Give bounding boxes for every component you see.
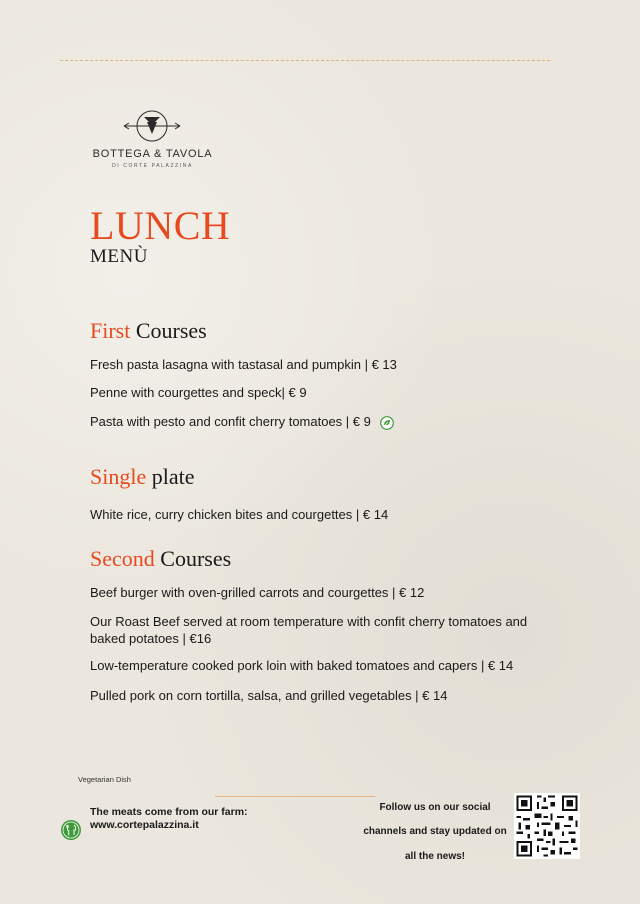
section-title-first-courses bbox=[90, 318, 207, 344]
farm-website[interactable]: www.cortepalazzina.it bbox=[90, 819, 199, 831]
farm-line: The meats come from our farm: bbox=[90, 806, 248, 818]
menu-subtitle: MENÙ bbox=[90, 246, 148, 267]
brand-name: BOTTEGA & TAVOLA bbox=[92, 148, 213, 160]
section-title-second-courses bbox=[90, 546, 231, 572]
menu-item: Low-temperature cooked pork loin with baked tomatoes and capers | € 14 bbox=[90, 658, 514, 673]
section-title-single-plate bbox=[90, 464, 195, 490]
section-title-rest: plate bbox=[146, 464, 195, 489]
menu-item-text: Pasta with pesto and confit cherry tomatoes | € 9 bbox=[90, 414, 371, 429]
menu-item: White rice, curry chicken bites and courgettes | € 14 bbox=[90, 507, 389, 522]
leaf-icon bbox=[380, 416, 394, 430]
top-divider bbox=[60, 60, 550, 61]
section-title-accent: First bbox=[90, 318, 131, 343]
farm-info bbox=[90, 806, 248, 832]
section-title-accent: Second bbox=[90, 546, 155, 571]
section-title-accent: Single bbox=[90, 464, 147, 489]
menu-item: Fresh pasta lasagna with tastasal and pumpkin | € 13 bbox=[90, 357, 397, 372]
menu-item-vegetarian bbox=[90, 413, 540, 430]
menu-title: LUNCH bbox=[90, 203, 231, 248]
bull-head-logo-icon bbox=[122, 108, 182, 144]
section-title-rest: Courses bbox=[130, 318, 207, 343]
menu-item: Beef burger with oven-grilled carrots and courgettes | € 12 bbox=[90, 585, 425, 600]
brand-logo bbox=[90, 108, 220, 172]
qr-code-icon[interactable] bbox=[514, 793, 580, 859]
section-title-rest: Courses bbox=[154, 546, 232, 571]
vegetarian-note: Vegetarian Dish bbox=[78, 775, 131, 784]
brand-subtitle: DI CORTE PALAZZINA bbox=[112, 163, 193, 169]
social-line: all the news! bbox=[404, 851, 465, 862]
social-line: Follow us on our social bbox=[379, 802, 491, 813]
menu-item: Penne with courgettes and speck| € 9 bbox=[90, 385, 307, 400]
menu-item: Pulled pork on corn tortilla, salsa, and grilled vegetables | € 14 bbox=[90, 688, 448, 703]
social-line: channels and stay updated on bbox=[363, 826, 507, 837]
bottom-divider bbox=[215, 796, 375, 797]
menu-item: Our Roast Beef served at room temperature with confit cherry tomatoes and baked potatoes | €16 bbox=[90, 614, 528, 646]
cutlery-icon bbox=[60, 819, 82, 841]
